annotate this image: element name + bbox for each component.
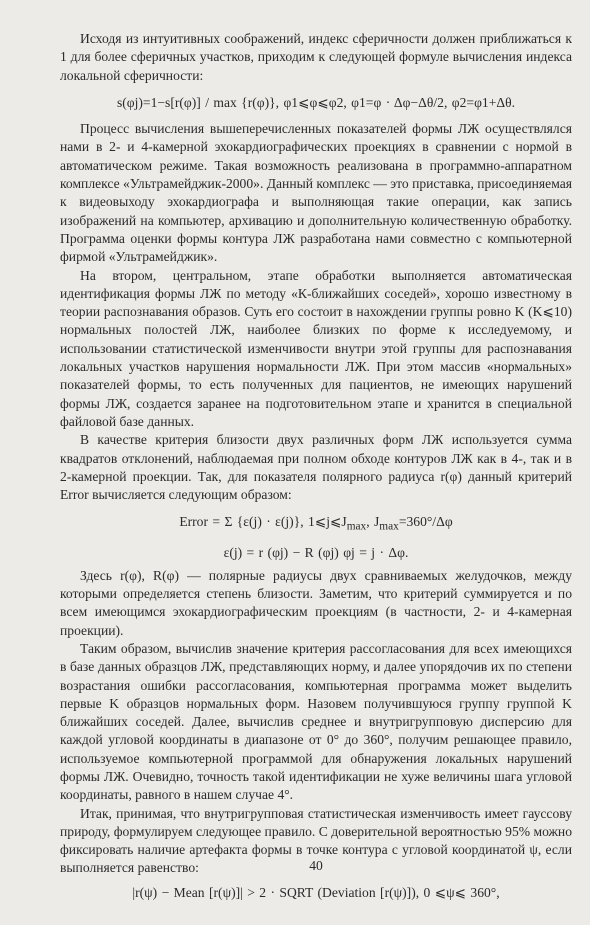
formula-error: [60, 513, 572, 536]
formula-subscript: max: [346, 521, 367, 534]
paragraph-radii: Здесь r(φ), R(φ) — полярные радиусы двух сравниваемых желудочков, между которыми определяется степень близости. Заметим, что критерий суммируется и по всем имеющимся эхокардиографическим проекциям (в частности, 2- и 4-камерная проекции).: [60, 567, 572, 638]
paragraph-processing: Процесс вычисления вышеперечисленных показателей формы ЛЖ осуществлялся нами в 2- и 4-камерной эхокардиографических проекциях в сравнении с нормой в автоматическом режиме. Такая возможность реализована в программно-аппаратном комплексе «Ультрамейджик-2000». Данный комплекс — это приставка, присоединяемая к видеовыходу эхокардиографа и выполняющая такие операции, как запись изображений на компьютер, архивацию и дополнительную количественную обработку. Программа оценки формы контура ЛЖ разработана нами совместно с компьютерной фирмой «Ультрамейджик».: [60, 121, 572, 265]
formula-error-part: Error = Σ {ε(j) · ε(j)}, 1⩽j⩽J: [179, 514, 347, 530]
formula-error-part: , J: [366, 514, 380, 530]
formula-subscript: max: [379, 521, 399, 534]
paragraph-error-criterion: В качестве критерия близости двух различных форм ЛЖ используется сумма квадратов отклонений, наблюдаемая при полном обходе контуров ЛЖ как в 4-, так и в 2-камерной проекции. Так, для показателя полярного радиуса r(φ) данный критерий Error вычисляется следующим образом:: [60, 432, 572, 503]
page-number: 40: [309, 858, 323, 873]
paragraph-sphericity-intro: Исходя из интуитивных соображений, индекс сферичности должен приближаться к 1 для более сферичных участков, приходим к следующей формуле вычисления индекса локальной сферичности:: [60, 31, 572, 83]
formula-epsilon: ε(j) = r (φj) − R (φj) φj = j · Δφ.: [223, 545, 409, 561]
paragraph-knn-method: На втором, центральном, этапе обработки выполняется автоматическая идентификация формы ЛЖ по методу «К-ближайших соседей», хорошо известному в теории распознавания образов. Суть его состоит в нахождении группы ровно K (K⩽10) нормальных полостей ЛЖ, наиболее близких по форме к исследуемому, и использовании статистической изменчивости внутри этой группы для распознавания локальных участков нарушения нормальности ЛЖ. При этом массив «нормальных» показателей формы, то есть полученных для пациентов, не имеющих нарушений формы ЛЖ, создается заранее на подготовительном этапе и хранится в специальной файловой базе данных.: [60, 267, 572, 429]
formula-error-part: =360°/Δφ: [398, 514, 453, 530]
formula-artifact-rule: |r(ψ) − Mean [r(ψ)]| > 2 · SQRT (Deviation [r(ψ)]), 0 ⩽ψ⩽ 360°,: [132, 884, 500, 900]
formula-sphericity: s(φj)=1−s[r(φ)] / max {r(φ)}, φ1⩽φ⩽φ2, φ1=φ · Δφ−Δθ/2, φ2=φ1+Δθ.: [116, 94, 516, 110]
paragraph-rule: Итак, принимая, что внутригрупповая статистическая изменчивость имеет гауссову природу, формулируем следующее правило. С доверительной вероятностью 95% можно фиксировать наличие артефакта формы в точке контура с угловой координатой ψ, если выполняется равенство:: [60, 805, 572, 876]
body-text: [60, 30, 572, 902]
paragraph-k-nearest: Таким образом, вычислив значение критерия рассогласования для всех имеющихся в базе данных образцов ЛЖ, представляющих норму, и далее упорядочив их по степени возрастания ошибки рассогласования, компьютерная программа может выделить первые K образцов нормальных форм. Назовем получившуюся группу группой K ближайших соседей. Далее, вычислив среднее и внутригрупповую дисперсию для каждой угловой координаты в диапазоне от 0° до 360°, получим решающее правило, используемое компьютерной программой для обнаружения локальных нарушений формы ЛЖ. Очевидно, точность такой идентификации не хуже величины шага угловой координаты, равного в нашем случае 4°.: [60, 640, 572, 803]
